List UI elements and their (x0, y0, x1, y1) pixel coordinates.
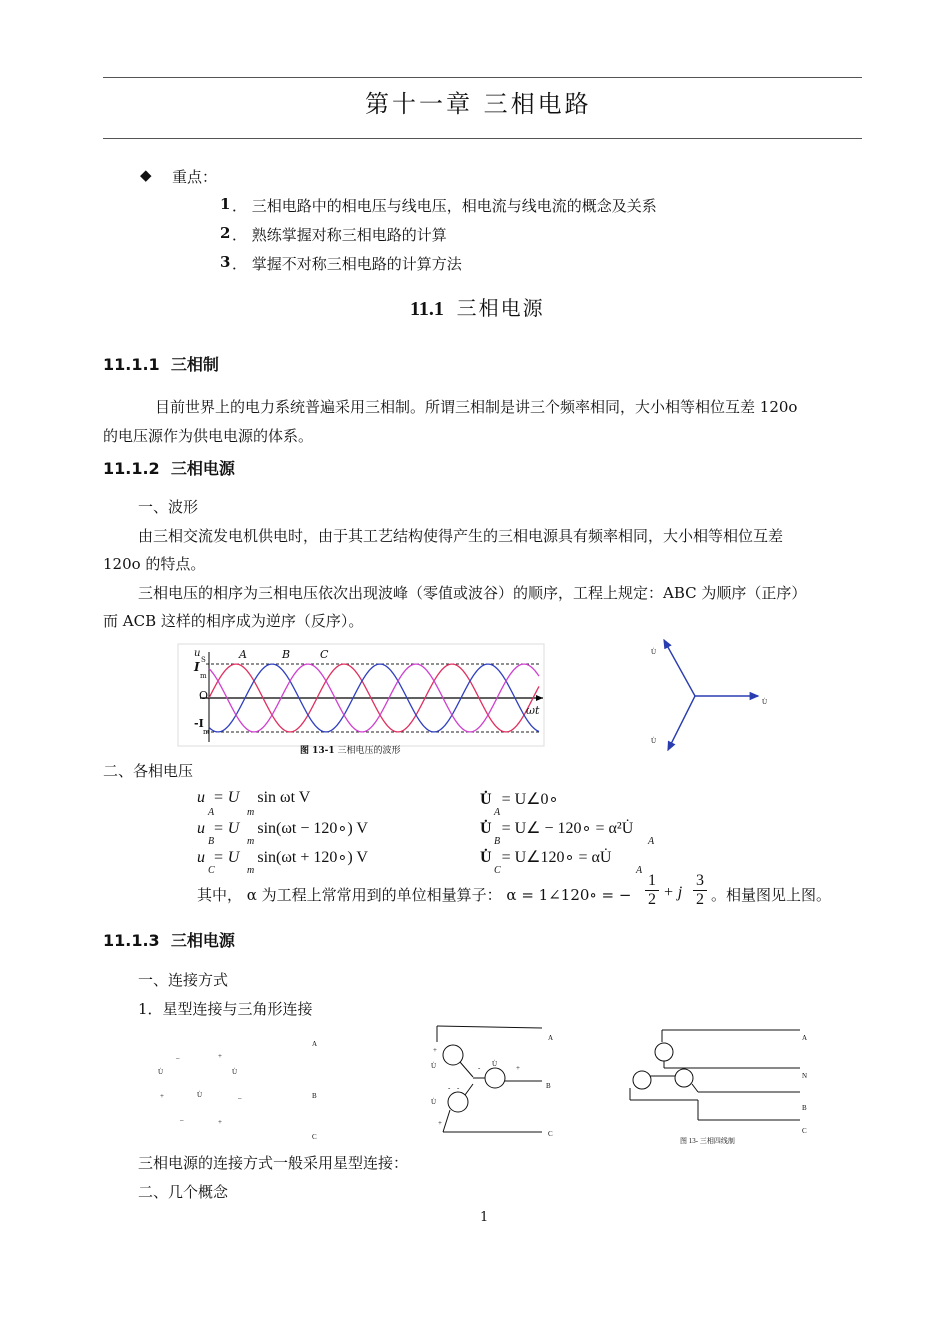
page-number: 1 (480, 1210, 489, 1225)
right-fig-a: A (802, 1034, 808, 1042)
subsection-heading-1 (103, 352, 219, 375)
subsection-num: 11.1.3 (103, 931, 160, 950)
connection-paragraph: 三相电源的连接方式一般采用星型连接： (138, 1154, 409, 1172)
eq-phasor-b-sub: B (494, 836, 501, 847)
wave-label-neg-im: -I (194, 717, 204, 730)
alpha-frac1 (645, 872, 659, 909)
wave-label-s: S (201, 656, 206, 664)
left-fig-plus: + (160, 1092, 164, 1100)
paragraph-line: 的电压源作为供电电源的体系。 (103, 427, 314, 445)
mid-fig-plus: + (516, 1064, 520, 1072)
key-point-num: 2 (220, 224, 231, 242)
concepts-label: 二、几个概念 (138, 1183, 229, 1201)
four-wire-diagram (620, 1022, 810, 1137)
wave-phase-b-label: B (282, 648, 291, 661)
subsection-num: 11.1.2 (103, 459, 160, 478)
wave-label-neg-im-sub: m (203, 728, 210, 736)
wave-origin: O (199, 689, 209, 702)
star-connection-diagram (425, 1022, 555, 1137)
eq-rhs: = U∠0∘ (501, 791, 559, 808)
section-num: 11.1 (410, 298, 444, 320)
left-fig-plus: + (218, 1118, 222, 1126)
eq-uc-rhs-sub: m (247, 865, 255, 876)
top-rule (103, 77, 862, 78)
mid-fig-u2: U̇ (492, 1060, 498, 1068)
left-fig-b: B (312, 1092, 317, 1100)
mid-fig-b: B (546, 1082, 551, 1090)
phasor-label-top: U̇ (651, 648, 657, 656)
eq-ua (197, 789, 310, 807)
eq-phasor-b (480, 818, 633, 838)
phasor-diagram (640, 630, 780, 760)
eq-lhs: U̇ (480, 820, 492, 837)
key-point-num: 1 (220, 195, 231, 213)
subsection-heading-3 (103, 928, 235, 951)
key-point-1: 三相电路中的相电压与线电压，相电流与线电流的概念及关系 (251, 197, 657, 215)
figure-caption (300, 743, 401, 756)
eq-lhs: U̇ (480, 791, 492, 808)
mid-fig-minus: - (457, 1084, 460, 1092)
paragraph-line: 目前世界上的电力系统普遍采用三相制。所谓三相制是讲三个频率相同，大小相等相位互差 120o (155, 398, 798, 416)
alpha-frac1-num: 1 (645, 872, 659, 891)
left-fig-minus: – (238, 1094, 242, 1102)
eq-rhs: = U∠ − 120∘ = α²U̇ (501, 820, 634, 837)
eq-phasor-c-sub: C (494, 865, 501, 876)
key-points-label: 重点： (172, 168, 218, 186)
eq-uc-sub: C (208, 865, 215, 876)
eq-ua-sub: A (208, 807, 215, 818)
eq-phasor-a (480, 789, 559, 809)
eq-lhs: u (197, 789, 205, 806)
left-fig-a: A (312, 1040, 318, 1048)
eq-rhs: = U (213, 849, 240, 866)
figure-caption-text: 三相电压的波形 (337, 746, 401, 756)
paragraph-line: 由三相交流发电机供电时，由于其工艺结构使得产生的三相电源具有频率相同，大小相等相位互差 (138, 527, 784, 545)
wave-label-im-sub: m (200, 672, 207, 680)
phasor-label-right: U̇ (762, 698, 768, 706)
mid-fig-minus: - (448, 1084, 451, 1092)
subsection-heading-2 (103, 456, 235, 479)
eq-phasor-b-rhs-sub: A (648, 836, 655, 847)
eq-uc (197, 847, 368, 867)
alpha-frac2 (693, 872, 707, 909)
key-point-text: ． 掌握不对称三相电路的计算方法 (232, 255, 462, 273)
wave-phase-a-label: A (239, 648, 247, 661)
paragraph-line: 120o 的特点。 (103, 555, 206, 573)
eq-phasor-c-rhs-sub: A (636, 865, 643, 876)
left-fig-minus: – (176, 1054, 180, 1062)
mid-fig-minus: - (478, 1064, 481, 1072)
alpha-frac2-den: 2 (696, 891, 704, 908)
right-fig-caption: 图 13- 三相四线制 (680, 1137, 735, 1145)
subsection-text: 三相制 (170, 355, 219, 374)
paragraph-line: 三相电压的相序为三相电压依次出现波峰（零值或波谷）的顺序，工程上规定：ABC 为顺序（正序） (138, 584, 807, 602)
left-fig-u2: U̇ (232, 1068, 238, 1076)
chapter-title: 第十一章 三相电路 (365, 90, 592, 118)
eq-ub-rhs-sub: m (247, 836, 255, 847)
alpha-plus-j: + j (663, 884, 683, 901)
alpha-text: 其中， α 为工程上常常用到的单位相量算子： α = 1∠120∘ = − (197, 886, 632, 904)
eq-rhs: = U (213, 789, 240, 806)
eq-rhs: = U (213, 820, 240, 837)
mid-fig-plus: + (433, 1046, 437, 1054)
title-bottom-rule (103, 138, 862, 139)
right-fig-c: C (802, 1127, 807, 1135)
subsection-text: 三相电源 (170, 459, 235, 478)
eq-lhs: u (197, 849, 205, 866)
eq-phasor-a-sub: A (494, 807, 501, 818)
figure-caption-prefix: 图 13-1 (300, 746, 335, 756)
left-fig-c: C (312, 1133, 317, 1141)
eq-ub (197, 818, 368, 838)
alpha-tail: 。相量图见上图。 (711, 886, 832, 904)
key-point-3: 掌握不对称三相电路的计算方法 (251, 255, 462, 273)
connection-label: 一、连接方式 (138, 971, 229, 989)
eq-lhs: U̇ (480, 849, 492, 866)
eq-lhs: u (197, 820, 205, 837)
left-fig-u1: U̇ (158, 1068, 164, 1076)
left-fig-plus: + (218, 1052, 222, 1060)
eq-phasor-c (480, 847, 611, 867)
section-heading (410, 292, 545, 321)
key-point-text: ． 三相电路中的相电压与线电压，相电流与线电流的概念及关系 (232, 197, 657, 215)
wave-phase-c-label: C (320, 648, 329, 661)
mid-fig-a: A (548, 1034, 554, 1042)
alpha-frac1-den: 2 (648, 891, 656, 908)
mid-fig-plus: + (438, 1119, 442, 1127)
wave-label-im: I (194, 660, 200, 674)
section-title: 三相电源 (456, 296, 545, 320)
right-fig-b: B (802, 1104, 807, 1112)
key-point-num: 3 (220, 253, 231, 271)
subsection-num: 11.1.1 (103, 355, 160, 374)
eq-ua-rhs-sub: m (247, 807, 255, 818)
key-point-2: 熟练掌握对称三相电路的计算 (251, 226, 447, 244)
bullet-icon: ◆ (140, 166, 152, 184)
wave-wt-label: ωt (526, 704, 540, 717)
phasor-label-bottom: U̇ (651, 737, 657, 745)
eq-rhs: = U∠120∘ = αU̇ (501, 849, 612, 866)
paragraph-line: 而 ACB 这样的相序成为逆序（反序）。 (103, 612, 364, 630)
three-phase-waveform (178, 644, 544, 746)
mid-fig-u1: U̇ (431, 1062, 437, 1070)
alpha-frac2-num: 3 (693, 872, 707, 891)
eq-ub-sub: B (208, 836, 215, 847)
mid-fig-u3: U̇ (431, 1098, 437, 1106)
right-fig-n: N (802, 1072, 808, 1080)
left-fig-minus: – (180, 1116, 184, 1124)
key-point-text: ． 熟练掌握对称三相电路的计算 (232, 226, 447, 244)
wave-label-u: u (194, 648, 201, 659)
connection-item-1: 1．星型连接与三角形连接 (138, 1000, 313, 1018)
left-fig-u3: U̇ (197, 1091, 203, 1099)
eq-tail: sin(ωt + 120∘) V (257, 849, 368, 866)
subsection-text: 三相电源 (170, 931, 235, 950)
wave-label: 一、波形 (138, 498, 199, 516)
eq-tail: sin ωt V (257, 789, 311, 806)
eq-tail: sin(ωt − 120∘) V (257, 820, 368, 837)
phase-voltage-label: 二、各相电压 (103, 762, 194, 780)
mid-fig-c: C (548, 1130, 553, 1138)
